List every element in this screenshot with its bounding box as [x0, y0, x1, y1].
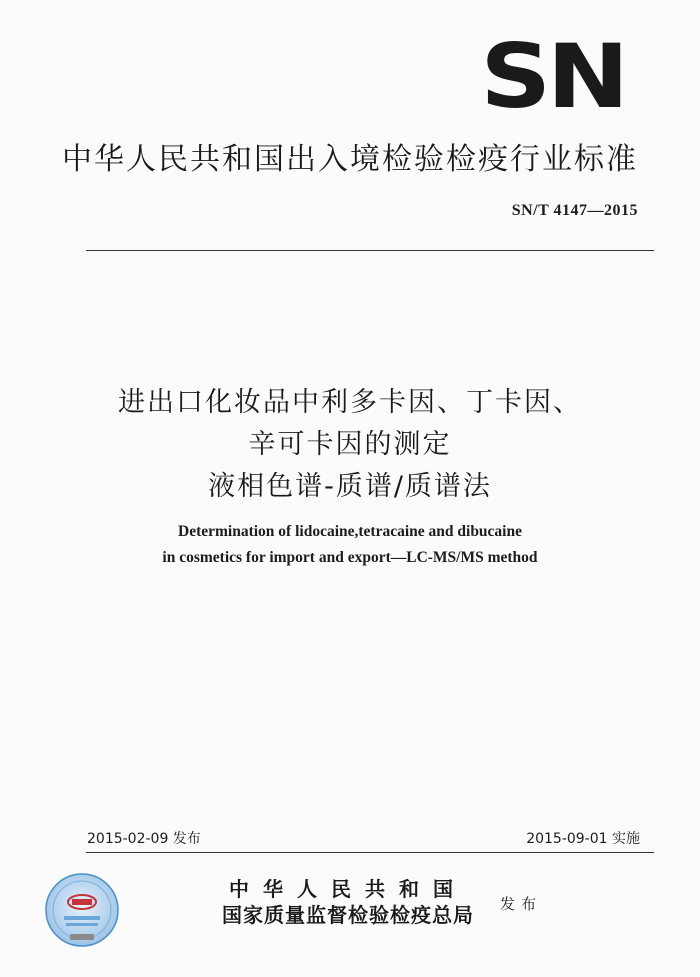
title-cn-line-2: 辛可卡因的测定: [248, 429, 452, 460]
issuing-authority: [198, 876, 498, 928]
sn-logo-text: SN: [480, 25, 626, 128]
anti-counterfeit-seal-icon: [44, 872, 120, 948]
title-en-line-2: in cosmetics for import and export—LC-MS/MS method: [162, 549, 538, 566]
title-cn-line-3: 液相色谱-质谱/质谱法: [208, 471, 492, 502]
issuer-line-1: 中华人民共和国: [229, 877, 467, 901]
title-cn-line-1: 进出口化妆品中利多卡因、丁卡因、: [118, 387, 582, 418]
title-en-line-1: Determination of lidocaine,tetracaine and dibucaine: [178, 523, 522, 540]
issue-date: 2015-02-09 发布: [87, 831, 201, 847]
publish-label: 发布: [500, 895, 543, 913]
issuer-line-2: 国家质量监督检验检疫总局: [222, 903, 474, 927]
sn-logo: [478, 25, 628, 128]
org-title: 中华人民共和国出入境检验检疫行业标准: [62, 142, 638, 177]
bottom-divider: [86, 852, 654, 853]
implementation-date: 2015-09-01 实施: [526, 831, 640, 847]
top-divider: [86, 250, 654, 251]
standard-code: SN/T 4147—2015: [511, 202, 638, 219]
